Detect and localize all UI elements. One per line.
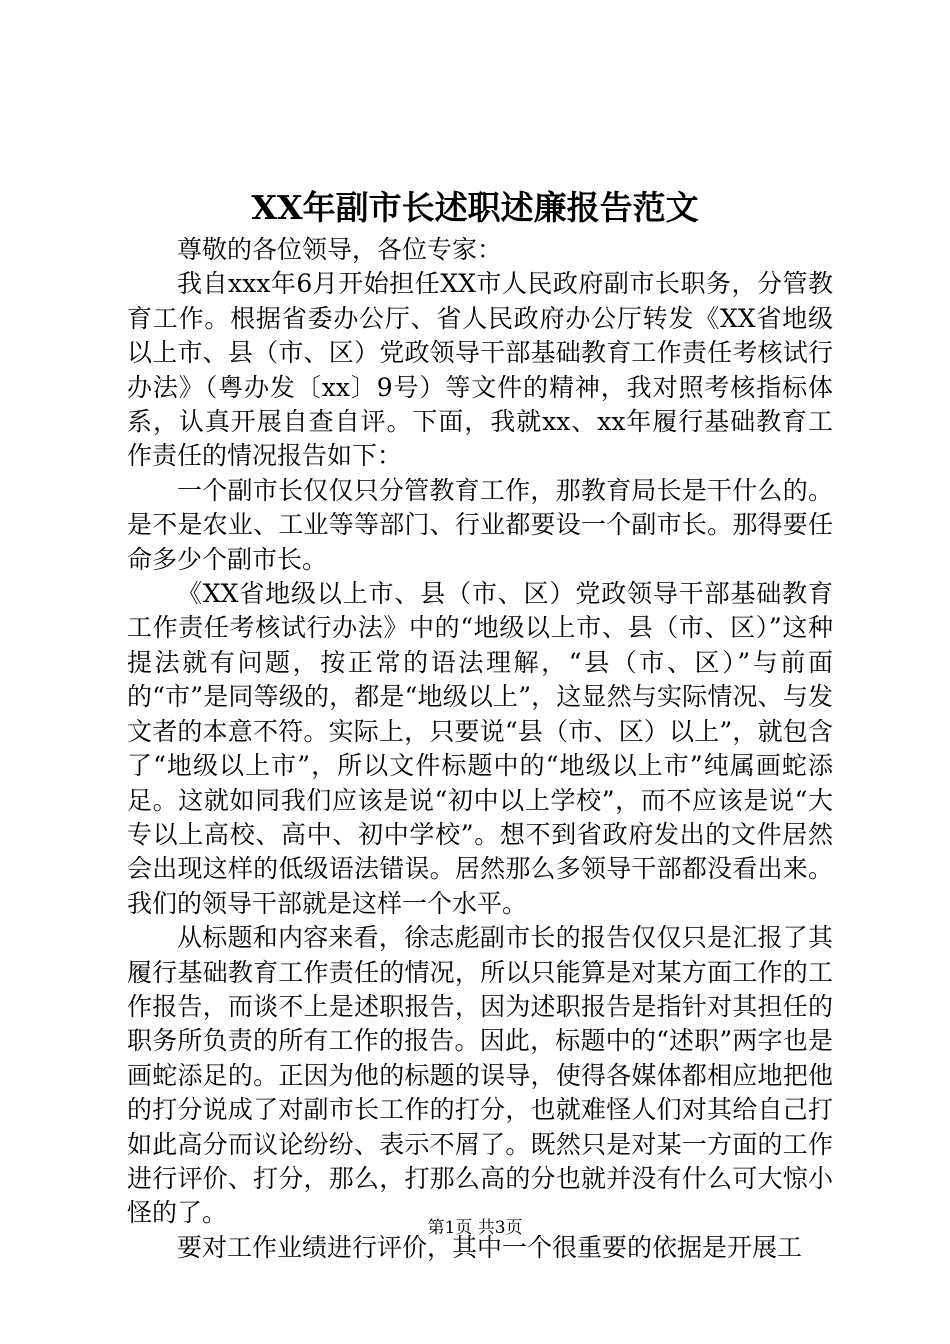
paragraph-introduction: 我自xxx年6月开始担任XX市人民政府副市长职务，分管教育工作。根据省委办公厅、省人民政府办公厅转发《XX省地级以上市、县（市、区）党政领导干部基础教育工作责任考核试行办法》（粤办发〔xx〕9号）等文件的精神，我对照考核指标体系，认真开展自查自评。下面，我就xx、xx年履行基础教育工作责任的情况报告如下： xyxy=(127,269,833,471)
paragraph-salutation: 尊敬的各位领导，各位专家： xyxy=(177,235,503,264)
paragraph-report-critique: 从标题和内容来看，徐志彪副市长的报告仅仅只是汇报了其履行基础教育工作责任的情况，所以只能算是对某方面工作的工作报告，而谈不上是述职报告，因为述职报告是指针对其担任的职务所负责的所有工作的报告。因此，标题中的“述职”两字也是画蛇添足的。正因为他的标题的误导，使得各媒体都相应地把他的打分说成了对副市长工作的打分，也就难怪人们对其给自己打如此高分而议论纷纷、表示不屑了。既然只是对某一方面的工作进行评价、打分，那么，打那么高的分也就并没有什么可大惊小怪的了。 xyxy=(127,923,833,1228)
document-title: XX年副市长述职述廉报告范文 xyxy=(251,188,699,227)
paragraph-grammar-critique: 《XX省地级以上市、县（市、区）党政领导干部基础教育工作责任考核试行办法》中的“地级以上市、县（市、区）”这种提法就有问题，按正常的语法理解，“县（市、区）”与前面的“市”是同等级的，都是“地级以上”，这显然与实际情况、与发文者的本意不符。实际上，只要说“县（市、区）以上”，就包含了“地级以上市”，所以文件标题中的“地级以上市”纯属画蛇添足。这就如同我们应该是说“初中以上学校”，而不应该是说“大专以上高校、高中、初中学校”。想不到省政府发出的文件居然会出现这样的低级语法错误。居然那么多领导干部都没看出来。我们的领导干部就是这样一个水平。 xyxy=(127,579,833,918)
paragraph-vice-mayor-question: 一个副市长仅仅只分管教育工作，那教育局长是干什么的。是不是农业、工业等等部门、行业都要设一个副市长。那得要任命多少个副市长。 xyxy=(127,475,833,574)
document-body xyxy=(127,233,833,1265)
paragraph-performance-evaluation: 要对工作业绩进行评价，其中一个很重要的依据是开展工 xyxy=(177,1232,803,1262)
page-number-footer: 第1页 共3页 xyxy=(427,1218,523,1238)
